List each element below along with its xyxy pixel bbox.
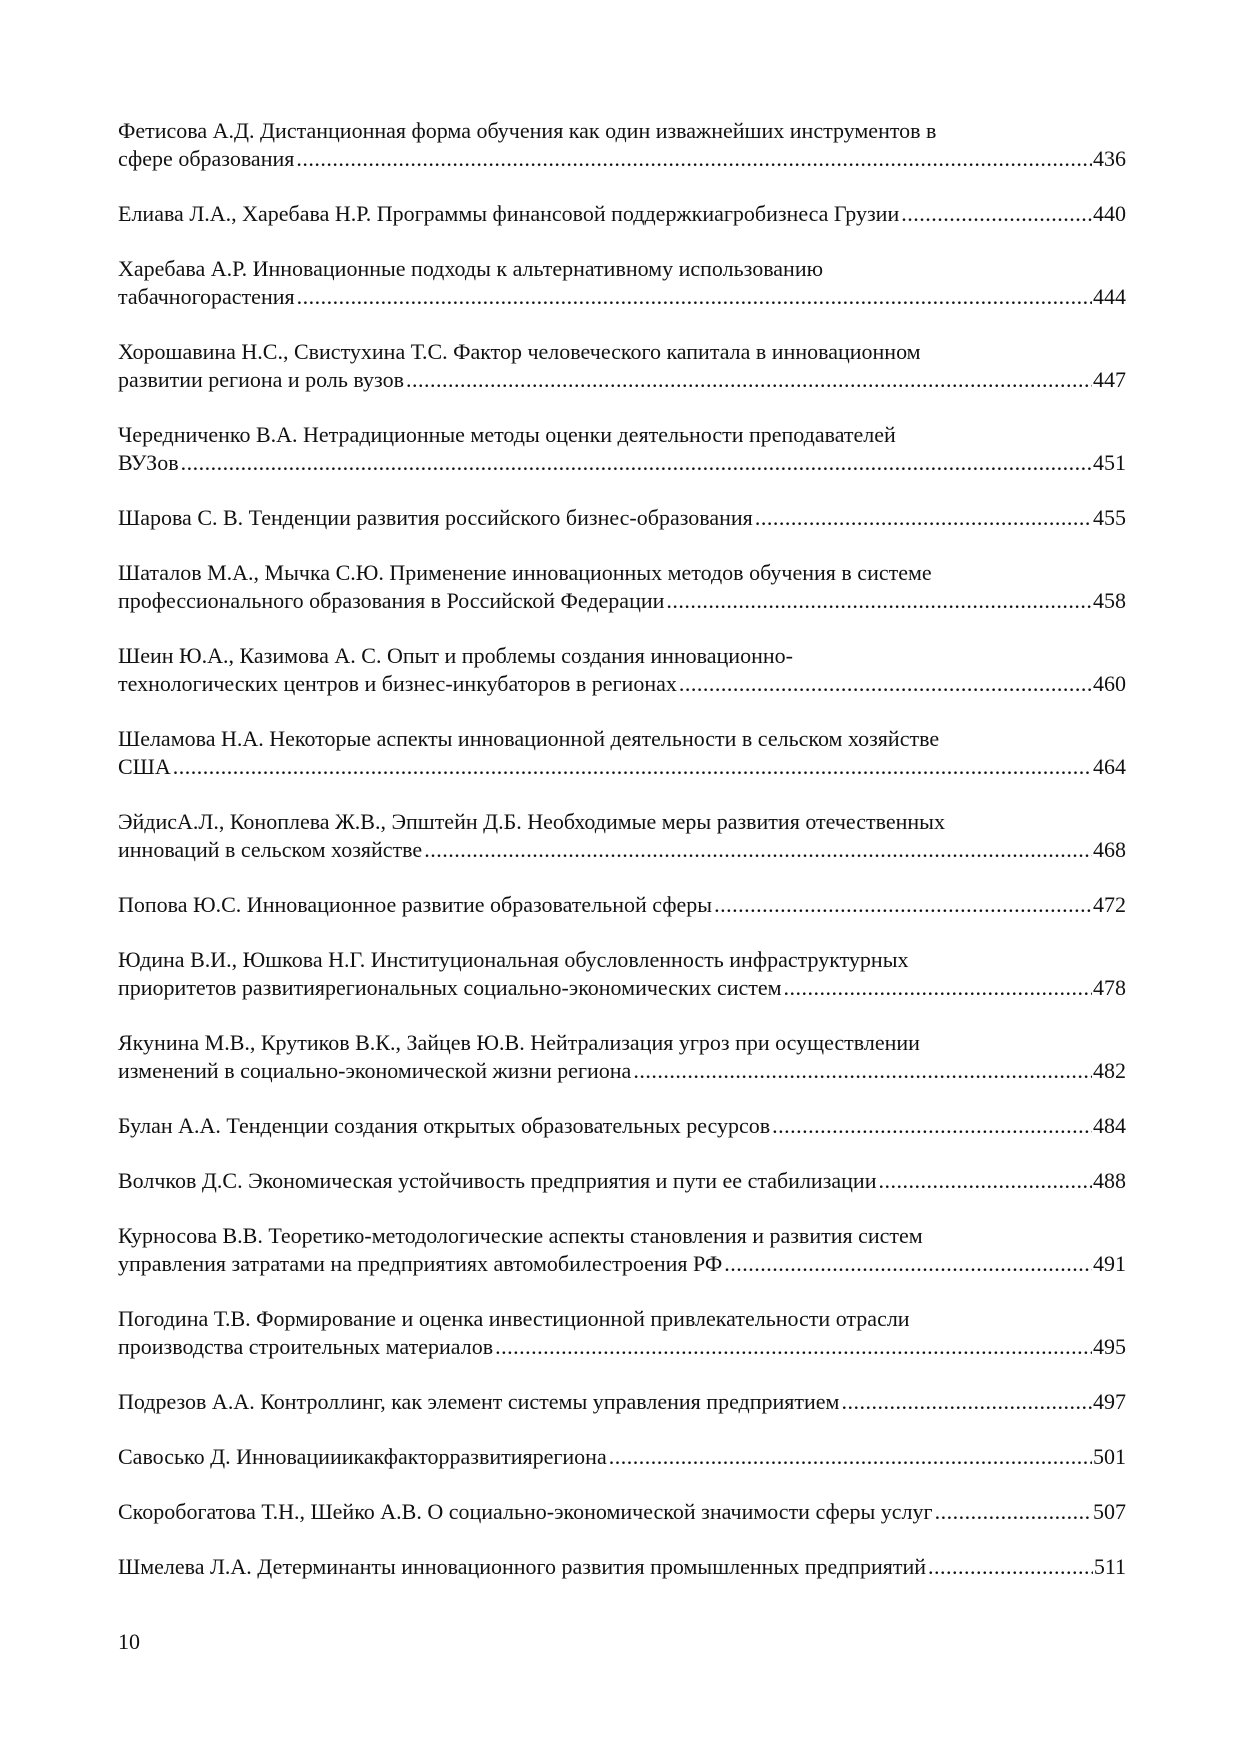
toc-entry bbox=[118, 255, 1126, 311]
toc-entry-title-line-2: ВУЗов bbox=[118, 450, 179, 475]
dot-leader bbox=[755, 504, 1092, 532]
toc-entry-title: Попова Ю.С. Инновационное развитие образовательной сферы bbox=[118, 892, 713, 917]
dot-leader bbox=[424, 836, 1092, 864]
toc-entry-title-line-2: развитии региона и роль вузов bbox=[118, 367, 404, 392]
toc-entry-title: Подрезов А.А. Контроллинг, как элемент системы управления предприятием bbox=[118, 1389, 840, 1414]
toc-entry bbox=[118, 1222, 1126, 1278]
toc-entry-title: Шмелева Л.А. Детерминанты инновационного развития промышленных предприятий bbox=[118, 1554, 926, 1579]
toc-entry-title-line-2: табачногорастения bbox=[118, 284, 295, 309]
dot-leader bbox=[784, 974, 1092, 1002]
page-number: 10 bbox=[118, 1629, 140, 1654]
toc-entry bbox=[118, 504, 1126, 532]
dot-leader bbox=[495, 1333, 1092, 1361]
toc-entry-page: 497 bbox=[1093, 1389, 1126, 1414]
dot-leader bbox=[841, 1388, 1092, 1416]
toc-entry bbox=[118, 891, 1126, 919]
toc-entry-title-line-2: технологических центров и бизнес-инкубаторов в регионах bbox=[118, 671, 677, 696]
toc-entry-page: 444 bbox=[1093, 284, 1126, 309]
toc-entry bbox=[118, 200, 1126, 228]
toc-entry-page: 436 bbox=[1093, 146, 1126, 171]
toc-entry-title-line-2: приоритетов развитиярегиональных социально-экономических систем bbox=[118, 975, 782, 1000]
toc-entry bbox=[118, 117, 1126, 173]
toc-entry bbox=[118, 1167, 1126, 1195]
dot-leader bbox=[181, 449, 1092, 477]
dot-leader bbox=[878, 1167, 1092, 1195]
toc-entry bbox=[118, 1305, 1126, 1361]
dot-leader bbox=[666, 587, 1092, 615]
toc-entry bbox=[118, 559, 1126, 615]
toc-entry bbox=[118, 946, 1126, 1002]
toc-entry bbox=[118, 642, 1126, 698]
toc-entry-page: 451 bbox=[1093, 450, 1126, 475]
dot-leader bbox=[935, 1498, 1092, 1526]
toc-entry-title-line-1: Фетисова А.Д. Дистанционная форма обучения как один изважнейших инструментов в bbox=[118, 118, 937, 143]
dot-leader bbox=[633, 1057, 1092, 1085]
toc-entry-title-line-1: Харебава А.Р. Инновационные подходы к альтернативному использованию bbox=[118, 256, 824, 281]
toc-entry bbox=[118, 725, 1126, 781]
toc-entry-page: 440 bbox=[1093, 201, 1126, 226]
dot-leader bbox=[406, 366, 1092, 394]
toc-entry bbox=[118, 1443, 1126, 1471]
toc-entry bbox=[118, 1388, 1126, 1416]
toc-entry-page: 482 bbox=[1093, 1058, 1126, 1083]
toc-entry-title-line-1: Шеин Ю.А., Казимова А. С. Опыт и проблемы создания инновационно- bbox=[118, 643, 793, 668]
toc-entry-page: 472 bbox=[1093, 892, 1126, 917]
toc-entry-title-line-2: производства строительных материалов bbox=[118, 1334, 494, 1359]
toc-entry-title: Волчков Д.С. Экономическая устойчивость предприятия и пути ее стабилизации bbox=[118, 1168, 877, 1193]
toc-entry-page: 488 bbox=[1093, 1168, 1126, 1193]
dot-leader bbox=[724, 1250, 1092, 1278]
toc-entry-page: 478 bbox=[1093, 975, 1126, 1000]
toc-entry-title-line-2: профессионального образования в Российской Федерации bbox=[118, 588, 665, 613]
dot-leader bbox=[296, 145, 1092, 173]
toc-entry-title: Булан А.А. Тенденции создания открытых образовательных ресурсов bbox=[118, 1113, 771, 1138]
toc-entry-page: 491 bbox=[1093, 1251, 1126, 1276]
dot-leader bbox=[609, 1443, 1092, 1471]
toc-entry-page: 458 bbox=[1093, 588, 1126, 613]
toc-entry-page: 468 bbox=[1093, 837, 1126, 862]
toc-entry-page: 464 bbox=[1093, 754, 1126, 779]
toc-entry-title-line-1: Шеламова Н.А. Некоторые аспекты инновационной деятельности в сельском хозяйстве bbox=[118, 726, 940, 751]
toc-entry-page: 447 bbox=[1093, 367, 1126, 392]
dot-leader bbox=[772, 1112, 1092, 1140]
toc-entry-page: 460 bbox=[1093, 671, 1126, 696]
toc-entry-title: Скоробогатова Т.Н., Шейко А.В. О социально-экономической значимости сферы услуг bbox=[118, 1499, 933, 1524]
toc-entry-title: Савосько Д. Инновацииикакфакторразвитиярегиона bbox=[118, 1444, 607, 1469]
toc-entry-title-line-1: Юдина В.И., Юшкова Н.Г. Институциональная обусловленность инфраструктурных bbox=[118, 947, 909, 972]
toc-entry bbox=[118, 808, 1126, 864]
table-of-contents bbox=[118, 117, 1126, 1608]
toc-entry-title: Шарова С. В. Тенденции развития российского бизнес-образования bbox=[118, 505, 753, 530]
toc-entry bbox=[118, 1112, 1126, 1140]
toc-entry-page: 484 bbox=[1093, 1113, 1126, 1138]
toc-entry bbox=[118, 1498, 1126, 1526]
toc-entry-title-line-1: Якунина М.В., Крутиков В.К., Зайцев Ю.В. Нейтрализация угроз при осуществлении bbox=[118, 1030, 920, 1055]
dot-leader bbox=[901, 200, 1092, 228]
toc-entry bbox=[118, 338, 1126, 394]
dot-leader bbox=[297, 283, 1092, 311]
toc-entry-page: 495 bbox=[1093, 1334, 1126, 1359]
toc-entry bbox=[118, 1029, 1126, 1085]
toc-entry-page: 507 bbox=[1093, 1499, 1126, 1524]
toc-entry-title-line-2: США bbox=[118, 754, 171, 779]
toc-entry-title-line-1: Курносова В.В. Теоретико-методологические аспекты становления и развития систем bbox=[118, 1223, 923, 1248]
toc-entry bbox=[118, 421, 1126, 477]
toc-entry-title-line-1: Хорошавина Н.С., Свистухина Т.С. Фактор человеческого капитала в инновационном bbox=[118, 339, 921, 364]
toc-entry-title-line-1: Шаталов М.А., Мычка С.Ю. Применение инновационных методов обучения в системе bbox=[118, 560, 932, 585]
toc-entry-title-line-1: Чередниченко В.А. Нетрадиционные методы оценки деятельности преподавателей bbox=[118, 422, 896, 447]
toc-entry-title: Елиава Л.А., Харебава Н.Р. Программы финансовой поддержкиагробизнеса Грузии bbox=[118, 201, 900, 226]
dot-leader bbox=[928, 1553, 1093, 1581]
toc-entry-title-line-1: ЭйдисА.Л., Коноплева Ж.В., Эпштейн Д.Б. Необходимые меры развития отечественных bbox=[118, 809, 945, 834]
toc-entry-title-line-1: Погодина Т.В. Формирование и оценка инвестиционной привлекательности отрасли bbox=[118, 1306, 910, 1331]
toc-entry-page: 455 bbox=[1093, 505, 1126, 530]
dot-leader bbox=[714, 891, 1092, 919]
toc-entry-title-line-2: управления затратами на предприятиях автомобилестроения РФ bbox=[118, 1251, 723, 1276]
toc-entry-title-line-2: сфере образования bbox=[118, 146, 295, 171]
dot-leader bbox=[173, 753, 1092, 781]
toc-entry-title-line-2: изменений в социально-экономической жизни региона bbox=[118, 1058, 632, 1083]
toc-entry-page: 501 bbox=[1093, 1444, 1126, 1469]
toc-entry bbox=[118, 1553, 1126, 1581]
toc-entry-page: 511 bbox=[1093, 1554, 1126, 1579]
dot-leader bbox=[679, 670, 1092, 698]
toc-entry-title-line-2: инноваций в сельском хозяйстве bbox=[118, 837, 423, 862]
